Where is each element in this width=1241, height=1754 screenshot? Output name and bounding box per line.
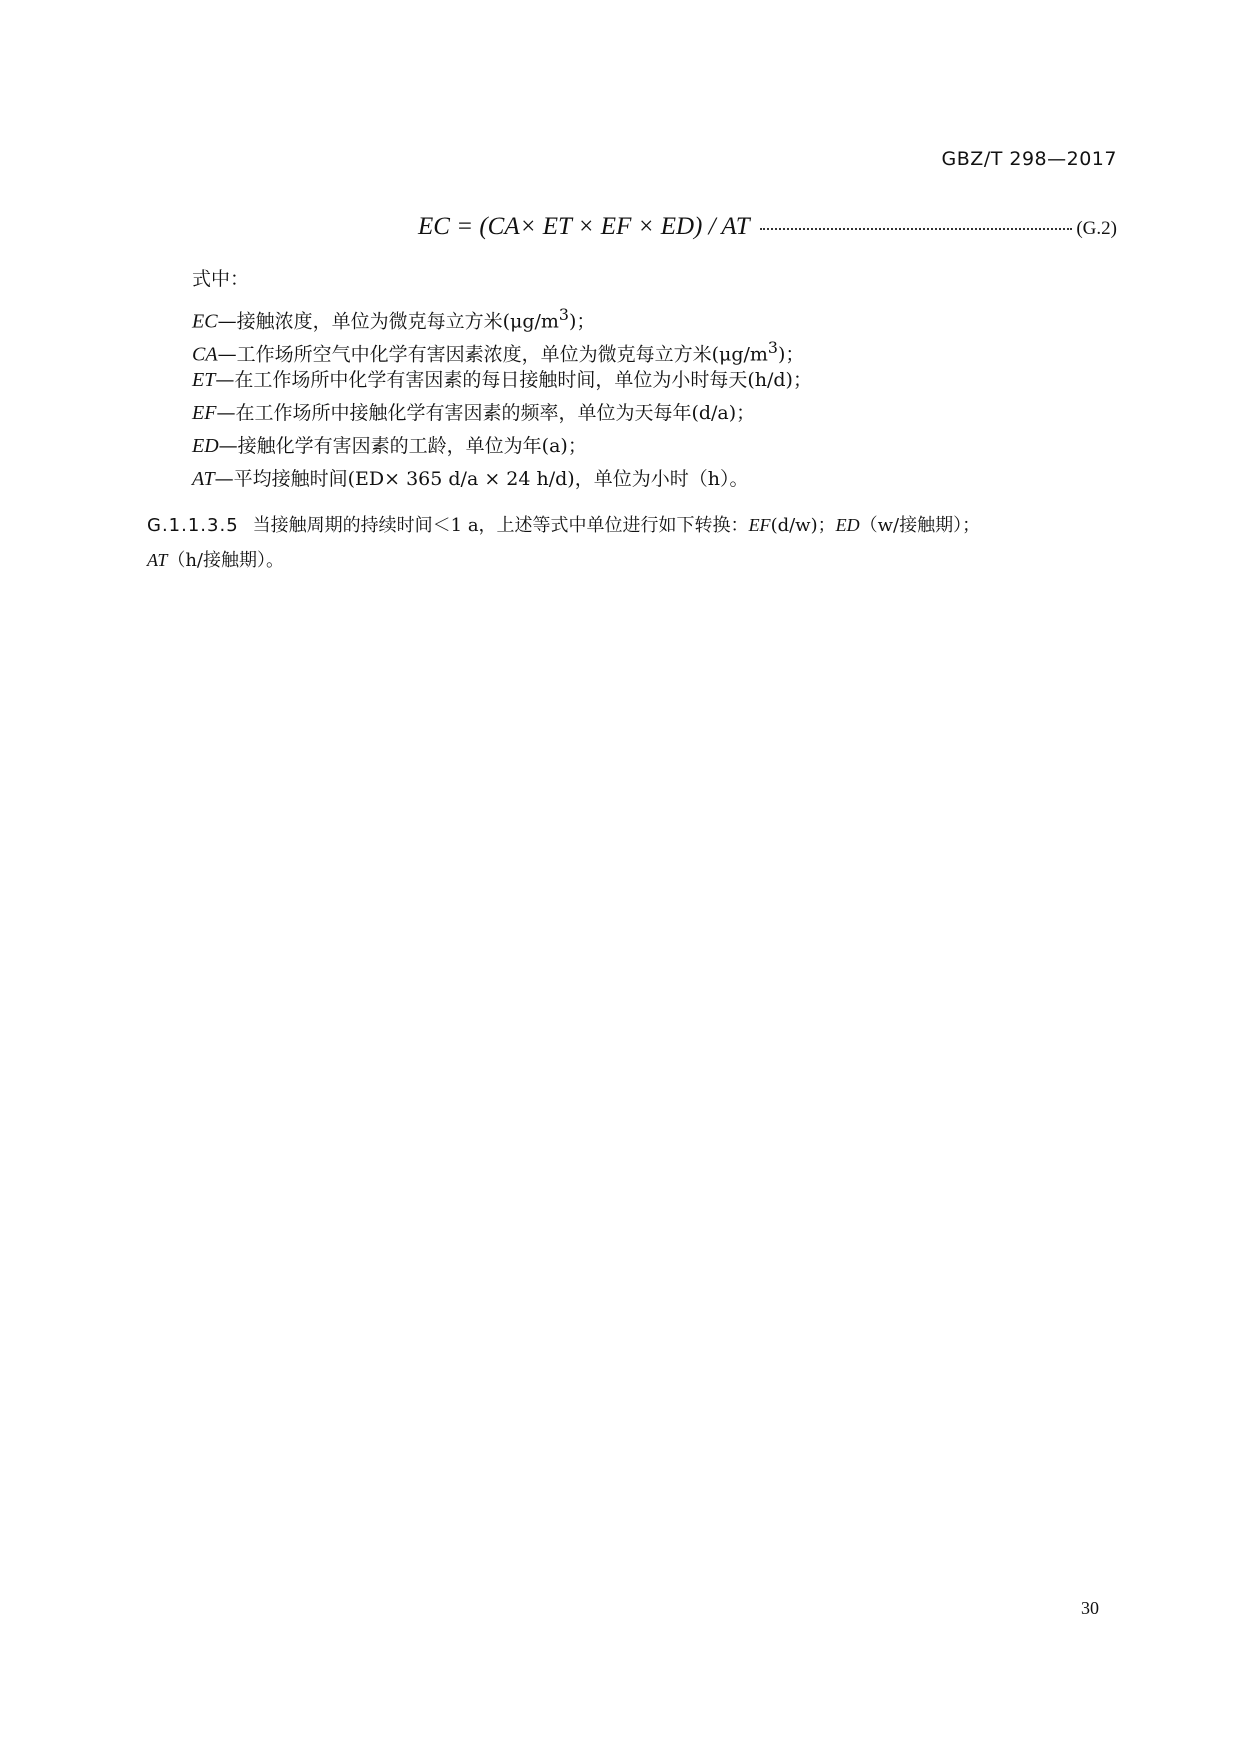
- dot-leader: [760, 228, 1073, 230]
- ed-unit: （w/接触期）；: [859, 515, 981, 536]
- definition-et: [192, 364, 812, 397]
- definition-list: [192, 298, 812, 496]
- definition-symbol: CA: [192, 343, 218, 366]
- at-unit: （h/接触期）。: [167, 550, 285, 571]
- clause-number: G.1.1.3.5: [147, 515, 239, 536]
- definition-superscript: 3: [558, 305, 569, 324]
- equation-number: (G.2): [1076, 218, 1117, 239]
- where-label: 式中：: [192, 268, 250, 290]
- ef-symbol: EF: [748, 515, 771, 535]
- clause-text: 当接触周期的持续时间＜1 a，上述等式中单位进行如下转换：: [252, 515, 749, 536]
- clause-paragraph: [147, 508, 1127, 578]
- definition-text: —工作场所空气中化学有害因素浓度，单位为微克每立方米(μg/m: [217, 343, 768, 366]
- standard-code: GBZ/T 298—2017: [941, 148, 1117, 170]
- definition-tail: )；: [568, 310, 596, 333]
- definition-tail: )；: [777, 343, 805, 366]
- definition-ca: [192, 331, 812, 364]
- formula-line: [418, 213, 1117, 241]
- definition-text: —在工作场所中化学有害因素的每日接触时间，单位为小时每天(h/d)；: [215, 369, 812, 391]
- definition-ec: [192, 298, 812, 331]
- definition-superscript: 3: [767, 338, 778, 357]
- definition-symbol: EC: [192, 310, 218, 333]
- definition-text: —接触浓度，单位为微克每立方米(μg/m: [217, 310, 559, 333]
- definition-text: —接触化学有害因素的工龄，单位为年(a)；: [218, 435, 587, 457]
- definition-ef: [192, 397, 812, 430]
- ed-symbol: ED: [835, 515, 860, 535]
- formula-g2: EC = (CA× ET × EF × ED) / AT: [418, 213, 750, 240]
- page-number: 30: [1081, 1598, 1099, 1618]
- definition-symbol: ET: [192, 369, 216, 391]
- ef-unit: (d/w)；: [770, 515, 836, 536]
- definition-symbol: EF: [192, 402, 217, 424]
- at-symbol: AT: [147, 550, 168, 570]
- definition-at: [192, 463, 812, 496]
- definition-ed: [192, 430, 812, 463]
- definition-symbol: ED: [192, 435, 219, 457]
- definition-symbol: AT: [192, 468, 215, 490]
- definition-text: —在工作场所中接触化学有害因素的频率，单位为天每年(d/a)；: [216, 402, 756, 424]
- definition-text: —平均接触时间(ED× 365 d/a × 24 h/d)，单位为小时（h）。: [214, 468, 749, 490]
